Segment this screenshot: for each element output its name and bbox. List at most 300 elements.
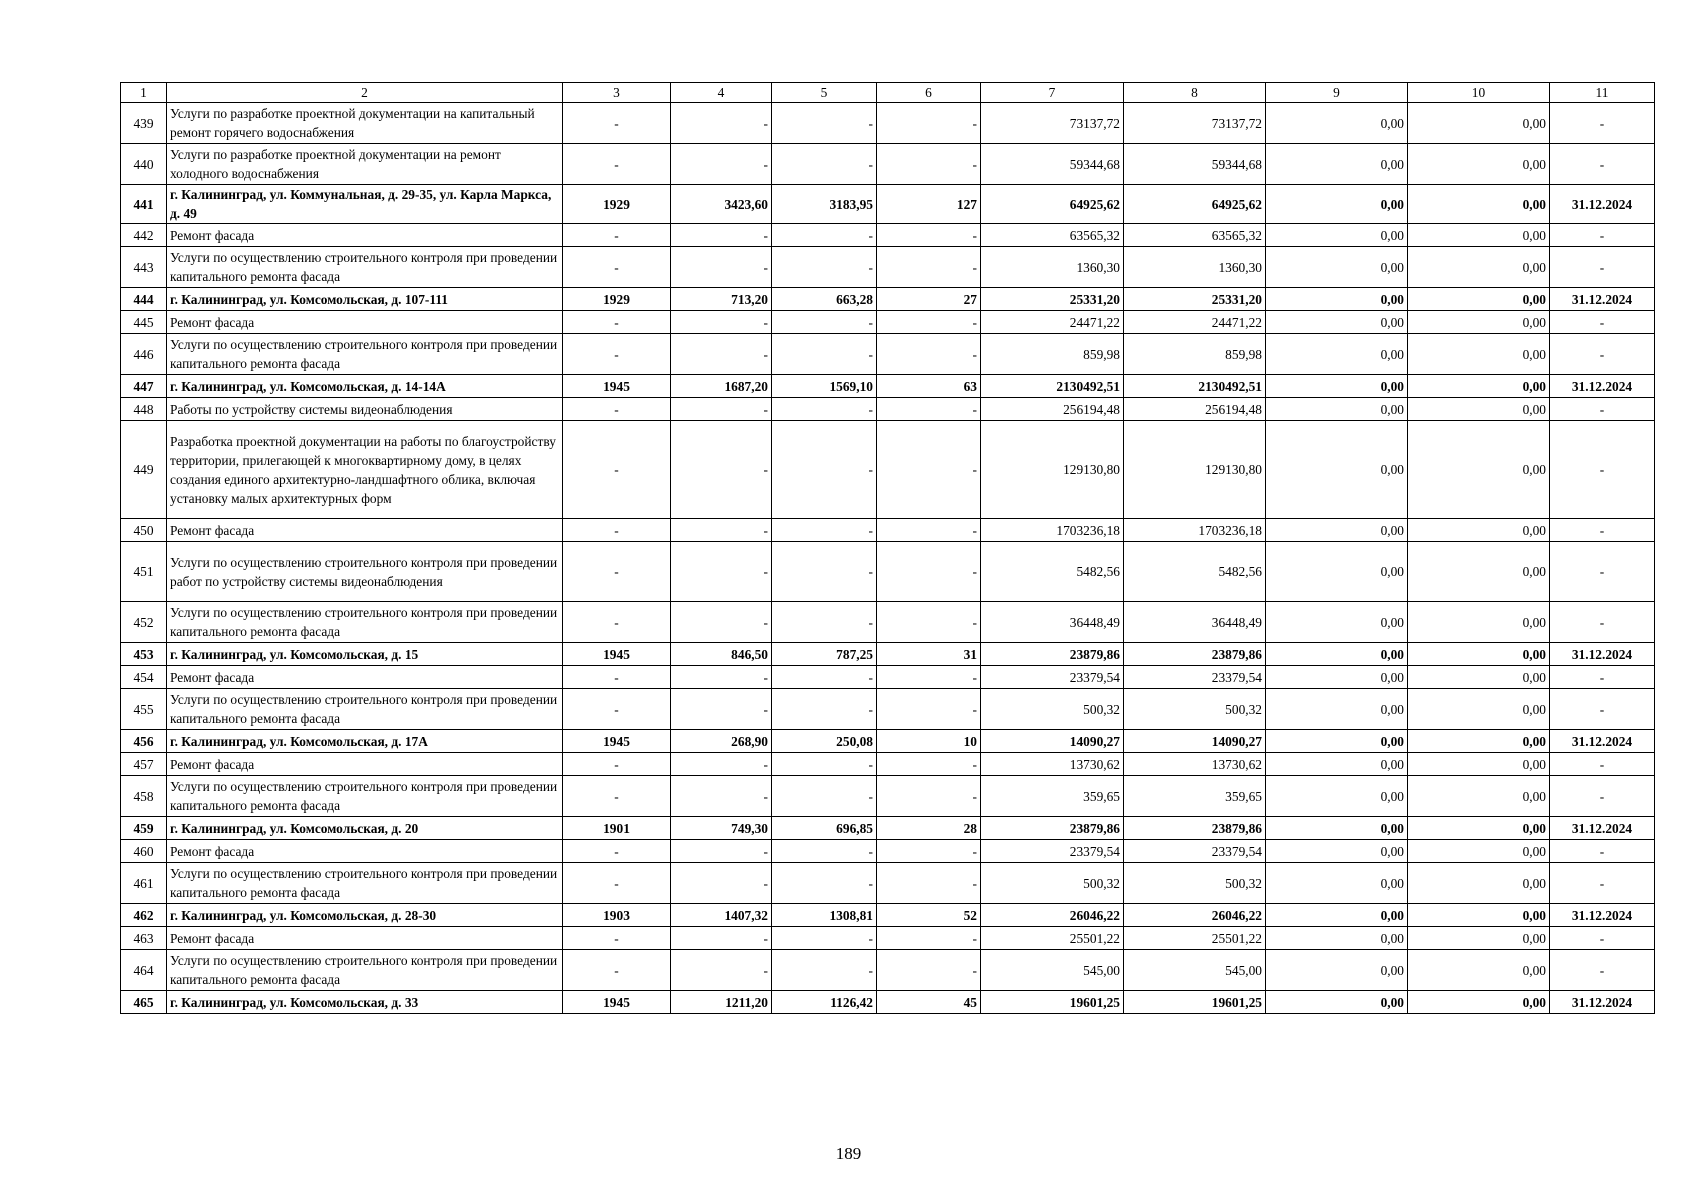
living-area: - — [772, 311, 877, 334]
row-number: 442 — [121, 224, 167, 247]
owners-cost: 0,00 — [1408, 643, 1550, 666]
residents: - — [877, 103, 981, 144]
table-row — [121, 840, 1655, 863]
column-header: 3 — [563, 83, 671, 103]
owners-cost: 0,00 — [1408, 863, 1550, 904]
municipal-cost: 0,00 — [1266, 817, 1408, 840]
total-area: - — [671, 927, 772, 950]
work-description: г. Калининград, ул. Комсомольская, д. 15 — [167, 643, 563, 666]
municipal-cost: 0,00 — [1266, 542, 1408, 602]
total-area: - — [671, 311, 772, 334]
total-cost: 500,32 — [981, 863, 1124, 904]
living-area: 250,08 — [772, 730, 877, 753]
regional-fund-cost: 24471,22 — [1124, 311, 1266, 334]
work-description: Ремонт фасада — [167, 666, 563, 689]
total-cost: 26046,22 — [981, 904, 1124, 927]
year-built: 1945 — [563, 643, 671, 666]
living-area: - — [772, 666, 877, 689]
living-area: - — [772, 863, 877, 904]
municipal-cost: 0,00 — [1266, 950, 1408, 991]
owners-cost: 0,00 — [1408, 103, 1550, 144]
work-description: Услуги по осуществлению строительного контроля при проведении капитального ремонта фасада — [167, 863, 563, 904]
work-description: Ремонт фасада — [167, 519, 563, 542]
residents: - — [877, 398, 981, 421]
completion-date: 31.12.2024 — [1550, 185, 1655, 224]
total-area: - — [671, 398, 772, 421]
residents: 31 — [877, 643, 981, 666]
regional-fund-cost: 64925,62 — [1124, 185, 1266, 224]
regional-fund-cost: 23379,54 — [1124, 666, 1266, 689]
total-area: - — [671, 224, 772, 247]
living-area: 1126,42 — [772, 991, 877, 1014]
row-number: 445 — [121, 311, 167, 334]
completion-date: - — [1550, 144, 1655, 185]
residents: 127 — [877, 185, 981, 224]
regional-fund-cost: 26046,22 — [1124, 904, 1266, 927]
total-area: 749,30 — [671, 817, 772, 840]
completion-date: - — [1550, 863, 1655, 904]
table-row — [121, 103, 1655, 144]
residents: 10 — [877, 730, 981, 753]
living-area: - — [772, 950, 877, 991]
regional-fund-cost: 256194,48 — [1124, 398, 1266, 421]
work-description: г. Калининград, ул. Комсомольская, д. 33 — [167, 991, 563, 1014]
municipal-cost: 0,00 — [1266, 904, 1408, 927]
residents: - — [877, 519, 981, 542]
living-area: - — [772, 421, 877, 519]
municipal-cost: 0,00 — [1266, 840, 1408, 863]
total-cost: 5482,56 — [981, 542, 1124, 602]
year-built: 1945 — [563, 730, 671, 753]
owners-cost: 0,00 — [1408, 840, 1550, 863]
owners-cost: 0,00 — [1408, 950, 1550, 991]
row-number: 447 — [121, 375, 167, 398]
table-row — [121, 398, 1655, 421]
total-area: - — [671, 863, 772, 904]
table-row — [121, 311, 1655, 334]
regional-fund-cost: 359,65 — [1124, 776, 1266, 817]
owners-cost: 0,00 — [1408, 311, 1550, 334]
year-built: - — [563, 666, 671, 689]
total-cost: 500,32 — [981, 689, 1124, 730]
residents: - — [877, 863, 981, 904]
total-cost: 129130,80 — [981, 421, 1124, 519]
regional-fund-cost: 545,00 — [1124, 950, 1266, 991]
owners-cost: 0,00 — [1408, 519, 1550, 542]
municipal-cost: 0,00 — [1266, 730, 1408, 753]
completion-date: - — [1550, 927, 1655, 950]
residents: - — [877, 421, 981, 519]
row-number: 451 — [121, 542, 167, 602]
residents: 45 — [877, 991, 981, 1014]
living-area: - — [772, 398, 877, 421]
row-number: 460 — [121, 840, 167, 863]
completion-date: 31.12.2024 — [1550, 643, 1655, 666]
work-description: г. Калининград, ул. Комсомольская, д. 107-111 — [167, 288, 563, 311]
municipal-cost: 0,00 — [1266, 334, 1408, 375]
completion-date: - — [1550, 421, 1655, 519]
work-description: Услуги по осуществлению строительного контроля при проведении капитального ремонта фасада — [167, 776, 563, 817]
column-header: 4 — [671, 83, 772, 103]
total-cost: 23879,86 — [981, 817, 1124, 840]
municipal-cost: 0,00 — [1266, 776, 1408, 817]
municipal-cost: 0,00 — [1266, 185, 1408, 224]
municipal-cost: 0,00 — [1266, 519, 1408, 542]
residents: - — [877, 144, 981, 185]
living-area: 1569,10 — [772, 375, 877, 398]
municipal-cost: 0,00 — [1266, 224, 1408, 247]
municipal-cost: 0,00 — [1266, 689, 1408, 730]
total-area: - — [671, 602, 772, 643]
work-description: г. Калининград, ул. Комсомольская, д. 17А — [167, 730, 563, 753]
year-built: - — [563, 863, 671, 904]
year-built: - — [563, 421, 671, 519]
completion-date: - — [1550, 103, 1655, 144]
row-number: 464 — [121, 950, 167, 991]
total-area: - — [671, 666, 772, 689]
total-area: - — [671, 247, 772, 288]
living-area: - — [772, 927, 877, 950]
column-header: 5 — [772, 83, 877, 103]
owners-cost: 0,00 — [1408, 542, 1550, 602]
year-built: 1929 — [563, 185, 671, 224]
regional-fund-cost: 859,98 — [1124, 334, 1266, 375]
work-description: Услуги по осуществлению строительного контроля при проведении капитального ремонта фасада — [167, 602, 563, 643]
year-built: - — [563, 144, 671, 185]
total-area: 846,50 — [671, 643, 772, 666]
column-header: 2 — [167, 83, 563, 103]
work-description: Ремонт фасада — [167, 840, 563, 863]
completion-date: - — [1550, 334, 1655, 375]
residents: - — [877, 311, 981, 334]
row-number: 441 — [121, 185, 167, 224]
living-area: 663,28 — [772, 288, 877, 311]
table-row — [121, 375, 1655, 398]
column-header: 7 — [981, 83, 1124, 103]
regional-fund-cost: 36448,49 — [1124, 602, 1266, 643]
completion-date: 31.12.2024 — [1550, 375, 1655, 398]
row-number: 448 — [121, 398, 167, 421]
row-number: 463 — [121, 927, 167, 950]
table-row — [121, 144, 1655, 185]
municipal-cost: 0,00 — [1266, 375, 1408, 398]
owners-cost: 0,00 — [1408, 927, 1550, 950]
column-header: 6 — [877, 83, 981, 103]
regional-fund-cost: 23379,54 — [1124, 840, 1266, 863]
year-built: - — [563, 689, 671, 730]
municipal-cost: 0,00 — [1266, 863, 1408, 904]
year-built: - — [563, 224, 671, 247]
municipal-cost: 0,00 — [1266, 753, 1408, 776]
total-cost: 25501,22 — [981, 927, 1124, 950]
owners-cost: 0,00 — [1408, 421, 1550, 519]
work-description: Разработка проектной документации на работы по благоустройству территории, прилегающей к многоквартирному дому, в целях создания единого архитектурно-ландшафтного облика, включая установку малых архитектурных форм — [167, 421, 563, 519]
living-area: - — [772, 247, 877, 288]
year-built: - — [563, 103, 671, 144]
year-built: - — [563, 247, 671, 288]
owners-cost: 0,00 — [1408, 776, 1550, 817]
work-description: Услуги по разработке проектной документации на ремонт холодного водоснабжения — [167, 144, 563, 185]
completion-date: 31.12.2024 — [1550, 288, 1655, 311]
total-area: 3423,60 — [671, 185, 772, 224]
year-built: 1945 — [563, 375, 671, 398]
completion-date: 31.12.2024 — [1550, 991, 1655, 1014]
completion-date: - — [1550, 542, 1655, 602]
owners-cost: 0,00 — [1408, 288, 1550, 311]
row-number: 462 — [121, 904, 167, 927]
total-area: 1687,20 — [671, 375, 772, 398]
municipal-cost: 0,00 — [1266, 144, 1408, 185]
living-area: - — [772, 776, 877, 817]
table-row — [121, 817, 1655, 840]
owners-cost: 0,00 — [1408, 753, 1550, 776]
municipal-cost: 0,00 — [1266, 643, 1408, 666]
municipal-cost: 0,00 — [1266, 247, 1408, 288]
year-built: 1901 — [563, 817, 671, 840]
total-area: 1407,32 — [671, 904, 772, 927]
total-cost: 256194,48 — [981, 398, 1124, 421]
owners-cost: 0,00 — [1408, 144, 1550, 185]
completion-date: 31.12.2024 — [1550, 904, 1655, 927]
municipal-cost: 0,00 — [1266, 666, 1408, 689]
municipal-cost: 0,00 — [1266, 311, 1408, 334]
table-row — [121, 927, 1655, 950]
living-area: - — [772, 103, 877, 144]
table-row — [121, 334, 1655, 375]
regional-fund-cost: 129130,80 — [1124, 421, 1266, 519]
table-row — [121, 185, 1655, 224]
residents: - — [877, 602, 981, 643]
table-row — [121, 602, 1655, 643]
row-number: 459 — [121, 817, 167, 840]
year-built: - — [563, 927, 671, 950]
year-built: - — [563, 753, 671, 776]
row-number: 458 — [121, 776, 167, 817]
residents: - — [877, 840, 981, 863]
completion-date: - — [1550, 519, 1655, 542]
residents: - — [877, 542, 981, 602]
row-number: 450 — [121, 519, 167, 542]
completion-date: - — [1550, 224, 1655, 247]
total-cost: 23379,54 — [981, 666, 1124, 689]
work-description: г. Калининград, ул. Комсомольская, д. 14-14А — [167, 375, 563, 398]
row-number: 456 — [121, 730, 167, 753]
table-row — [121, 643, 1655, 666]
living-area: 787,25 — [772, 643, 877, 666]
living-area: - — [772, 602, 877, 643]
year-built: - — [563, 602, 671, 643]
total-area: - — [671, 334, 772, 375]
table-row — [121, 666, 1655, 689]
completion-date: - — [1550, 753, 1655, 776]
regional-fund-cost: 1360,30 — [1124, 247, 1266, 288]
table-row — [121, 689, 1655, 730]
owners-cost: 0,00 — [1408, 991, 1550, 1014]
total-cost: 359,65 — [981, 776, 1124, 817]
owners-cost: 0,00 — [1408, 185, 1550, 224]
table-row — [121, 288, 1655, 311]
owners-cost: 0,00 — [1408, 817, 1550, 840]
municipal-cost: 0,00 — [1266, 927, 1408, 950]
year-built: - — [563, 311, 671, 334]
works-table — [120, 82, 1655, 1014]
residents: 63 — [877, 375, 981, 398]
total-cost: 59344,68 — [981, 144, 1124, 185]
total-area: - — [671, 753, 772, 776]
regional-fund-cost: 59344,68 — [1124, 144, 1266, 185]
work-description: Ремонт фасада — [167, 311, 563, 334]
total-area: - — [671, 840, 772, 863]
row-number: 444 — [121, 288, 167, 311]
completion-date: - — [1550, 398, 1655, 421]
table-row — [121, 776, 1655, 817]
row-number: 457 — [121, 753, 167, 776]
total-cost: 14090,27 — [981, 730, 1124, 753]
regional-fund-cost: 73137,72 — [1124, 103, 1266, 144]
year-built: - — [563, 840, 671, 863]
total-cost: 23379,54 — [981, 840, 1124, 863]
owners-cost: 0,00 — [1408, 666, 1550, 689]
regional-fund-cost: 14090,27 — [1124, 730, 1266, 753]
work-description: Услуги по осуществлению строительного контроля при проведении капитального ремонта фасада — [167, 247, 563, 288]
row-number: 446 — [121, 334, 167, 375]
residents: - — [877, 247, 981, 288]
municipal-cost: 0,00 — [1266, 398, 1408, 421]
regional-fund-cost: 1703236,18 — [1124, 519, 1266, 542]
total-area: 713,20 — [671, 288, 772, 311]
owners-cost: 0,00 — [1408, 730, 1550, 753]
total-area: - — [671, 519, 772, 542]
residents: - — [877, 334, 981, 375]
year-built: - — [563, 398, 671, 421]
total-cost: 23879,86 — [981, 643, 1124, 666]
work-description: Ремонт фасада — [167, 224, 563, 247]
residents: - — [877, 224, 981, 247]
year-built: - — [563, 950, 671, 991]
total-cost: 63565,32 — [981, 224, 1124, 247]
total-cost: 24471,22 — [981, 311, 1124, 334]
living-area: - — [772, 753, 877, 776]
column-header: 1 — [121, 83, 167, 103]
total-area: - — [671, 421, 772, 519]
table-row — [121, 247, 1655, 288]
total-cost: 1360,30 — [981, 247, 1124, 288]
regional-fund-cost: 500,32 — [1124, 863, 1266, 904]
owners-cost: 0,00 — [1408, 247, 1550, 288]
year-built: - — [563, 542, 671, 602]
total-area: 268,90 — [671, 730, 772, 753]
completion-date: - — [1550, 602, 1655, 643]
column-header: 11 — [1550, 83, 1655, 103]
completion-date: - — [1550, 666, 1655, 689]
residents: 27 — [877, 288, 981, 311]
living-area: 696,85 — [772, 817, 877, 840]
header-row — [121, 83, 1655, 103]
living-area: 3183,95 — [772, 185, 877, 224]
row-number: 443 — [121, 247, 167, 288]
table-row — [121, 904, 1655, 927]
owners-cost: 0,00 — [1408, 224, 1550, 247]
completion-date: 31.12.2024 — [1550, 730, 1655, 753]
total-area: - — [671, 776, 772, 817]
regional-fund-cost: 23879,86 — [1124, 643, 1266, 666]
completion-date: - — [1550, 840, 1655, 863]
living-area: - — [772, 334, 877, 375]
year-built: - — [563, 519, 671, 542]
residents: 52 — [877, 904, 981, 927]
owners-cost: 0,00 — [1408, 398, 1550, 421]
owners-cost: 0,00 — [1408, 689, 1550, 730]
work-description: г. Калининград, ул. Комсомольская, д. 28-30 — [167, 904, 563, 927]
completion-date: - — [1550, 311, 1655, 334]
completion-date: - — [1550, 950, 1655, 991]
living-area: - — [772, 689, 877, 730]
table-row — [121, 863, 1655, 904]
table-row — [121, 753, 1655, 776]
total-cost: 1703236,18 — [981, 519, 1124, 542]
row-number: 465 — [121, 991, 167, 1014]
owners-cost: 0,00 — [1408, 904, 1550, 927]
regional-fund-cost: 25331,20 — [1124, 288, 1266, 311]
municipal-cost: 0,00 — [1266, 103, 1408, 144]
year-built: 1945 — [563, 991, 671, 1014]
total-cost: 64925,62 — [981, 185, 1124, 224]
table-row — [121, 730, 1655, 753]
living-area: - — [772, 519, 877, 542]
work-description: г. Калининград, ул. Коммунальная, д. 29-35, ул. Карла Маркса, д. 49 — [167, 185, 563, 224]
residents: - — [877, 689, 981, 730]
total-cost: 19601,25 — [981, 991, 1124, 1014]
work-description: г. Калининград, ул. Комсомольская, д. 20 — [167, 817, 563, 840]
municipal-cost: 0,00 — [1266, 602, 1408, 643]
regional-fund-cost: 25501,22 — [1124, 927, 1266, 950]
column-header: 10 — [1408, 83, 1550, 103]
total-cost: 2130492,51 — [981, 375, 1124, 398]
total-cost: 545,00 — [981, 950, 1124, 991]
regional-fund-cost: 63565,32 — [1124, 224, 1266, 247]
living-area: - — [772, 542, 877, 602]
table-row — [121, 542, 1655, 602]
work-description: Ремонт фасада — [167, 927, 563, 950]
page-number: 189 — [835, 1144, 862, 1163]
work-description: Услуги по осуществлению строительного контроля при проведении капитального ремонта фасада — [167, 334, 563, 375]
regional-fund-cost: 13730,62 — [1124, 753, 1266, 776]
total-cost: 73137,72 — [981, 103, 1124, 144]
owners-cost: 0,00 — [1408, 602, 1550, 643]
municipal-cost: 0,00 — [1266, 421, 1408, 519]
work-description: Услуги по разработке проектной документации на капитальный ремонт горячего водоснабжения — [167, 103, 563, 144]
year-built: 1903 — [563, 904, 671, 927]
regional-fund-cost: 23879,86 — [1124, 817, 1266, 840]
residents: - — [877, 753, 981, 776]
residents: - — [877, 927, 981, 950]
living-area: - — [772, 840, 877, 863]
row-number: 455 — [121, 689, 167, 730]
total-cost: 859,98 — [981, 334, 1124, 375]
total-cost: 36448,49 — [981, 602, 1124, 643]
completion-date: - — [1550, 776, 1655, 817]
table-row — [121, 950, 1655, 991]
total-area: - — [671, 950, 772, 991]
total-area: - — [671, 144, 772, 185]
residents: - — [877, 950, 981, 991]
residents: - — [877, 666, 981, 689]
completion-date: 31.12.2024 — [1550, 817, 1655, 840]
municipal-cost: 0,00 — [1266, 991, 1408, 1014]
row-number: 452 — [121, 602, 167, 643]
row-number: 449 — [121, 421, 167, 519]
regional-fund-cost: 5482,56 — [1124, 542, 1266, 602]
